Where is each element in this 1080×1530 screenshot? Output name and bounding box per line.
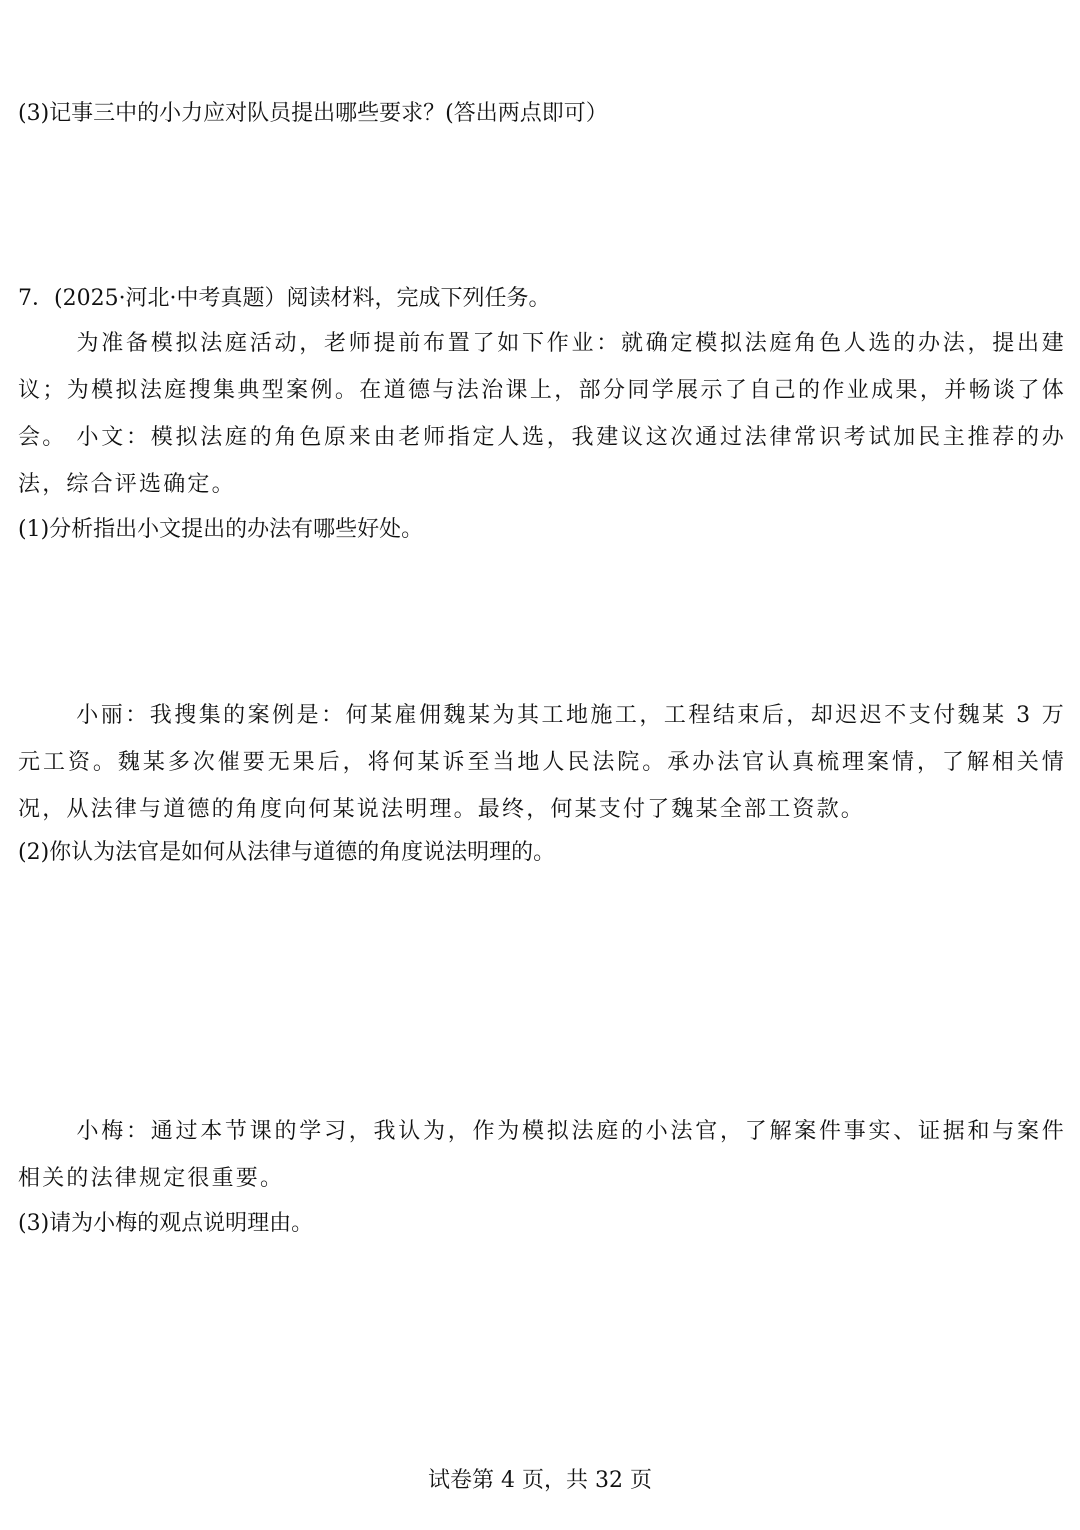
xiaoli-paragraph: [18, 692, 1066, 833]
intro-text: 为准备模拟法庭活动，老师提前布置了如下作业：就确定模拟法庭角色人选的办法，提出建议；为模拟法庭搜集典型案例。在道德与法治课上，部分同学展示了自己的作业成果，并畅谈了体会。: [18, 331, 1066, 450]
question-7-sub1: (1)分析指出小文提出的办法有哪些好处。: [18, 517, 424, 542]
question-7-sub2: (2)你认为法官是如何从法律与道德的角度说法明理的。: [18, 840, 556, 865]
question-7-sub3: (3)请为小梅的观点说明理由。: [18, 1211, 314, 1236]
page-footer: 试卷第 4 页，共 32 页: [428, 1468, 652, 1493]
question-7-header: 7．(2025·河北·中考真题）阅读材料，完成下列任务。: [18, 286, 551, 311]
xiaowen-text: 小文：模拟法庭的角色原来由老师指定人选，我建议这次通过法律常识考试加民主推荐的办法，综合评选确定。: [18, 425, 1066, 497]
xiaowen-paragraph: [18, 414, 1066, 508]
xiaoli-text: 小丽：我搜集的案例是：何某雇佣魏某为其工地施工，工程结束后，却迟迟不支付魏某 3 万元工资。魏某多次催要无果后，将何某诉至当地人民法院。承办法官认真梳理案情，了解相关情况，从法律与道德的角度向何某说法明理。最终，何某支付了魏某全部工资款。: [18, 703, 1066, 822]
xiaomei-paragraph: [18, 1108, 1066, 1202]
xiaomei-text: 小梅：通过本节课的学习，我认为，作为模拟法庭的小法官，了解案件事实、证据和与案件相关的法律规定很重要。: [18, 1119, 1066, 1191]
question-6-sub3: (3)记事三中的小力应对队员提出哪些要求？(答出两点即可）: [18, 101, 608, 126]
